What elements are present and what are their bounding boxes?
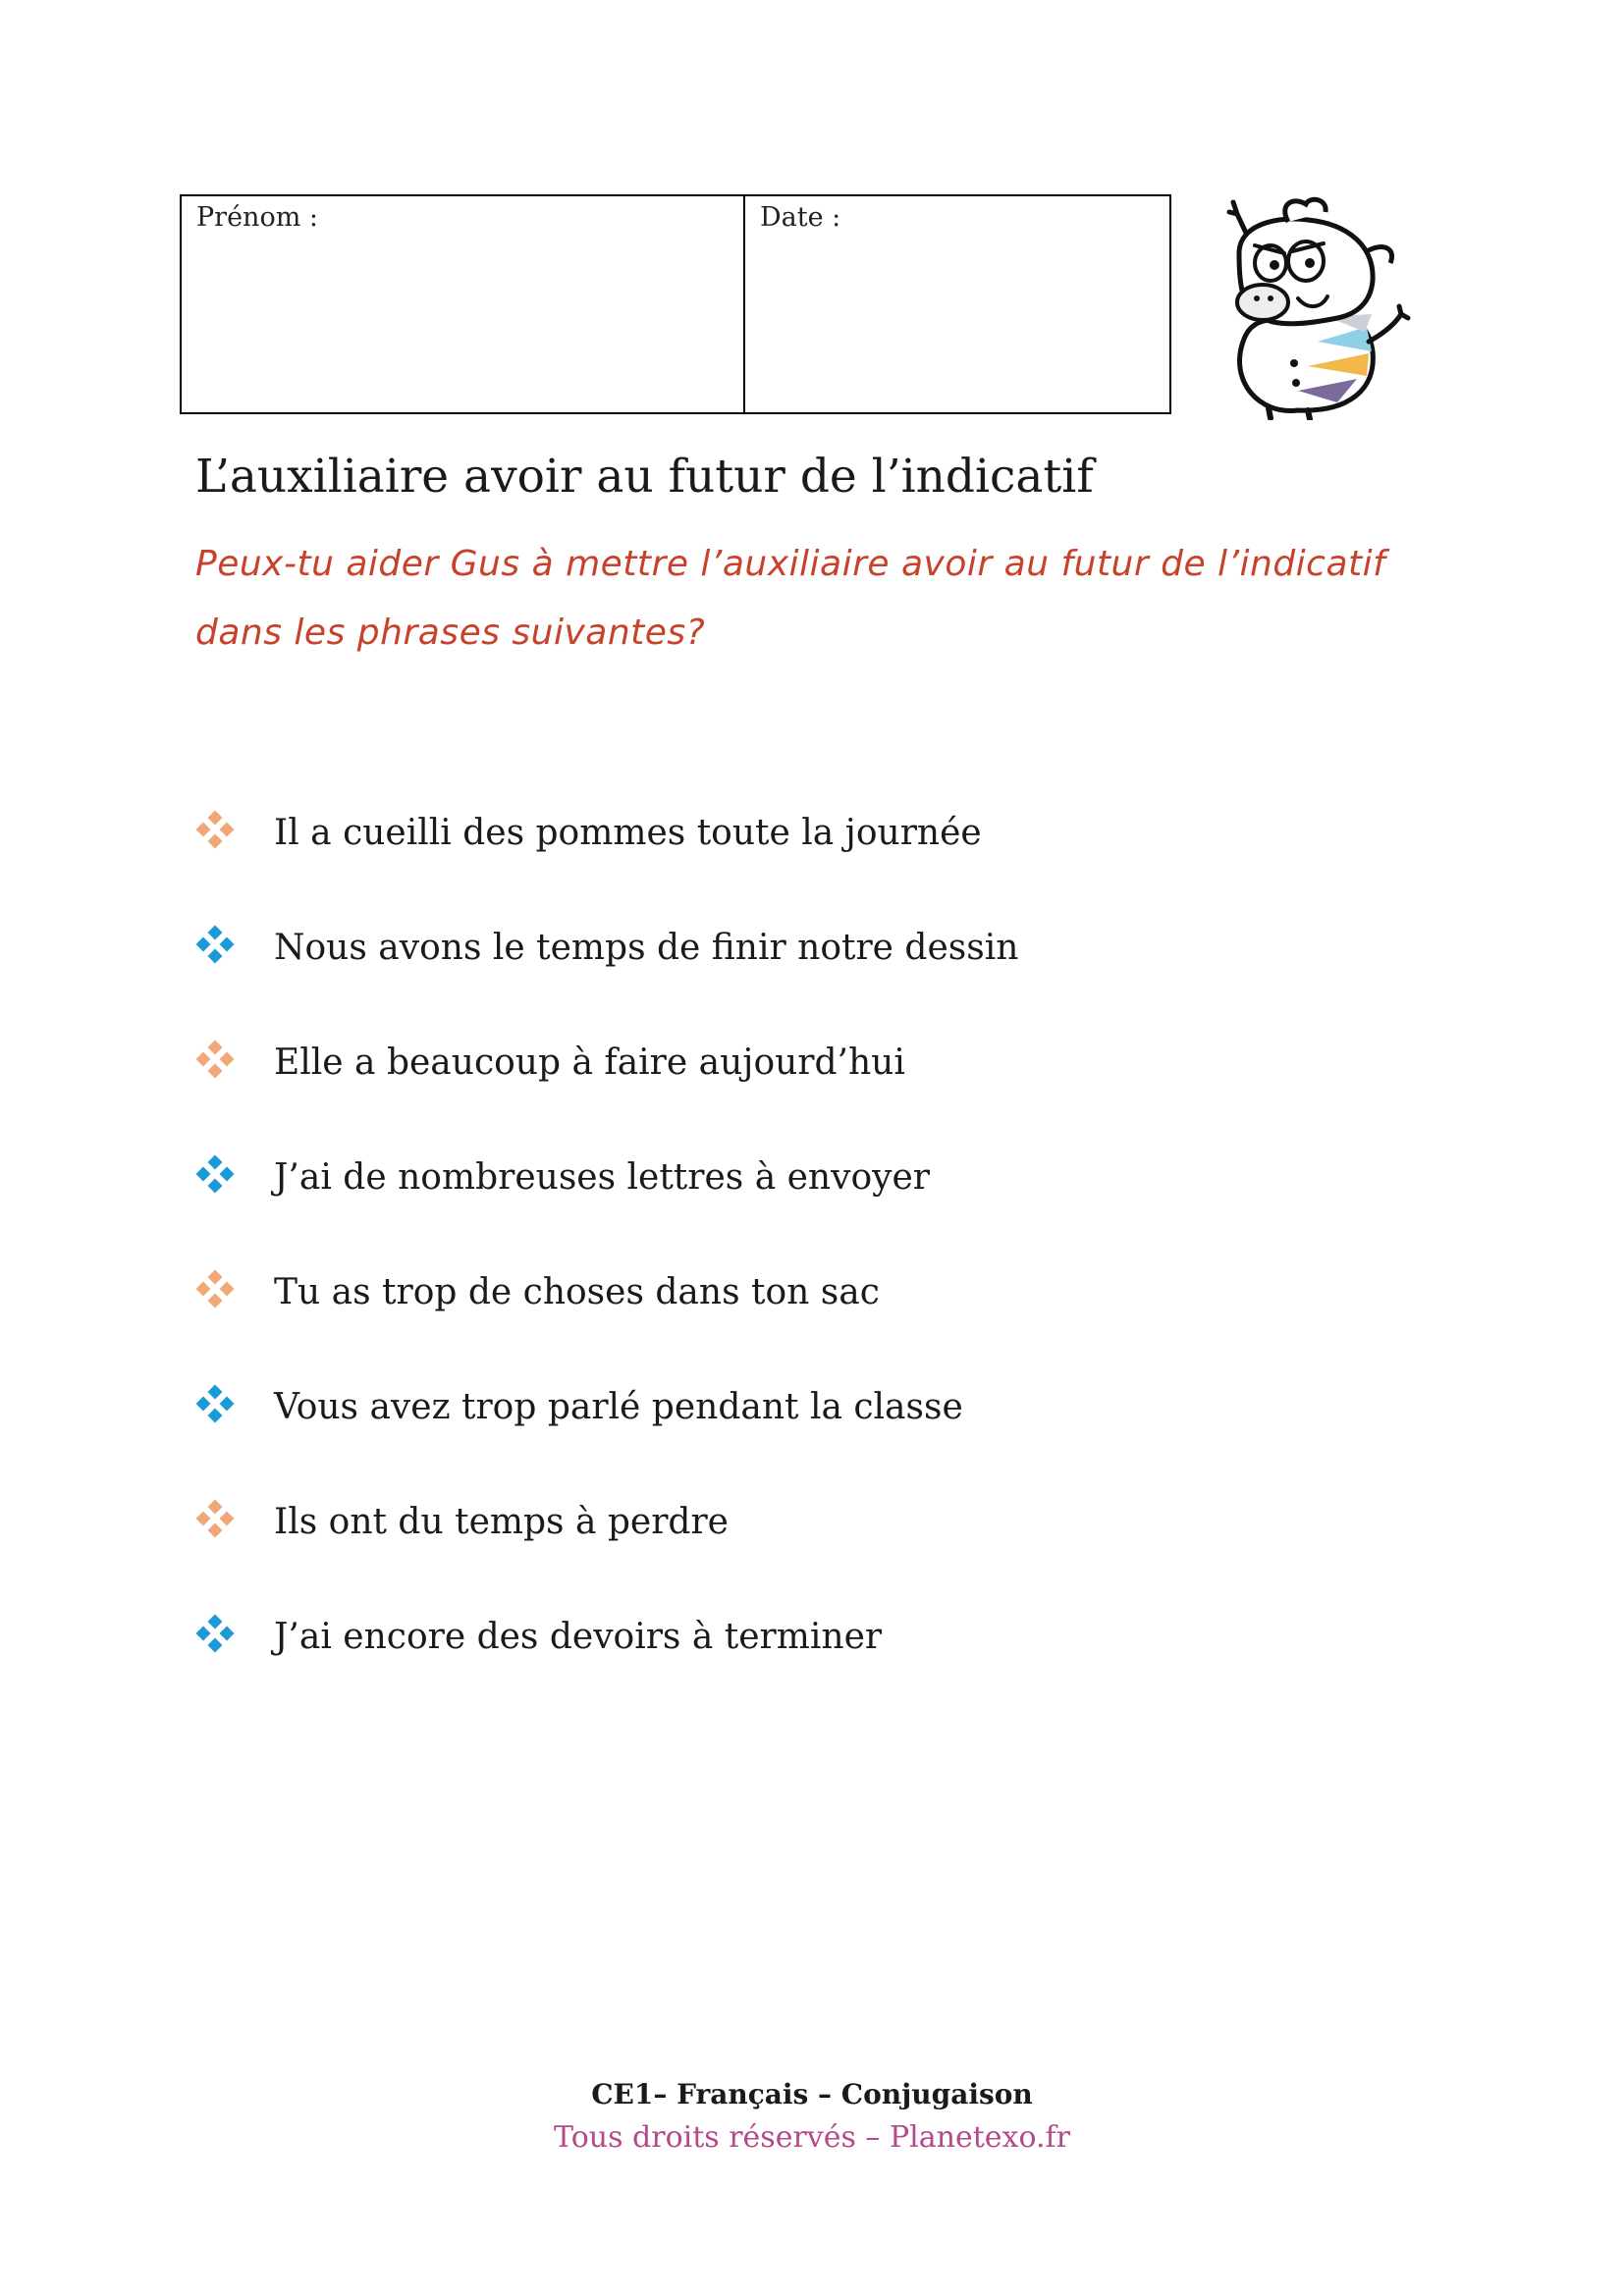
diamond-bullet-icon — [195, 1269, 235, 1308]
sentence-text: Tu as trop de choses dans ton sac — [274, 1272, 880, 1312]
diamond-bullet-icon — [195, 810, 235, 849]
diamond-bullet-icon — [195, 1384, 235, 1423]
footer-copyright: Tous droits réservés – Planetexo.fr — [554, 2120, 1070, 2155]
name-label: Prénom : — [196, 202, 318, 233]
sentence-text: J’ai de nombreuses lettres à envoyer — [274, 1157, 930, 1198]
diamond-bullet-icon — [195, 1614, 235, 1653]
sentence-text: Vous avez trop parlé pendant la classe — [274, 1387, 963, 1427]
list-item — [195, 1120, 1018, 1235]
sheep-mascot-icon — [1200, 194, 1414, 420]
sentence-text: Ils ont du temps à perdre — [274, 1502, 729, 1542]
list-item — [195, 890, 1018, 1005]
diamond-bullet-icon — [195, 1040, 235, 1079]
page-title: L’auxiliaire avoir au futur de l’indicatif — [195, 450, 1094, 504]
list-item — [195, 1235, 1018, 1350]
sentence-list — [195, 775, 1018, 1694]
student-info-table — [180, 194, 1171, 414]
diamond-bullet-icon — [195, 1154, 235, 1194]
list-item — [195, 775, 1018, 890]
list-item — [195, 1350, 1018, 1465]
list-item — [195, 1579, 1018, 1694]
footer-course: CE1– Français – Conjugaison — [591, 2078, 1033, 2110]
date-field[interactable] — [745, 196, 1169, 412]
list-item — [195, 1005, 1018, 1120]
diamond-bullet-icon — [195, 1499, 235, 1538]
instruction-text: Peux-tu aider Gus à mettre l’auxiliaire avoir au futur de l’indicatif dans les phrases suivantes? — [195, 544, 1386, 653]
sentence-text: Nous avons le temps de finir notre dessin — [274, 928, 1019, 968]
list-item — [195, 1465, 1018, 1579]
sentence-text: Elle a beaucoup à faire aujourd’hui — [274, 1042, 905, 1083]
name-field[interactable] — [182, 196, 745, 412]
sentence-text: J’ai encore des devoirs à terminer — [274, 1617, 883, 1657]
date-label: Date : — [760, 202, 841, 233]
diamond-bullet-icon — [195, 925, 235, 964]
sentence-text: Il a cueilli des pommes toute la journée — [274, 813, 982, 853]
